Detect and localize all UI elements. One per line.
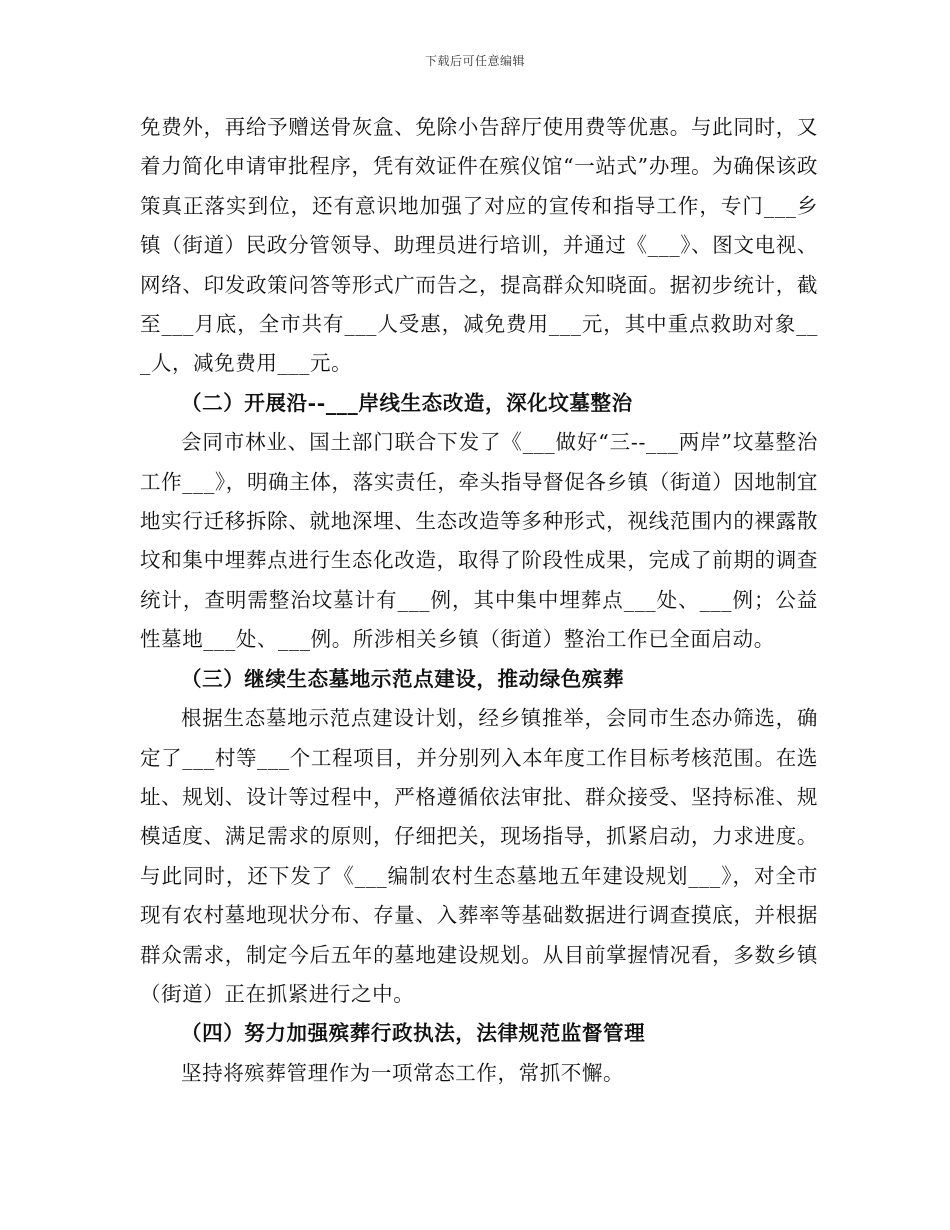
- paragraph-1: 免费外，再给予赠送骨灰盒、免除小告辞厅使用费等优惠。与此同时，又着力简化申请审批程序，凭有效证件在殡仪馆“一站式”办理。为确保该政策真正落实到位，还有意识地加强了对应的宣传和指导工作，专门___乡镇（街道）民政分管领导、助理员进行培训，并通过《___》、图文电视、网络、印发政策问答等形式广而告之，提高群众知晓面。据初步统计，截至___月底，全市共有___人受惠，减免费用___元，其中重点救助对象___人，减免费用___元。: [140, 115, 818, 376]
- paragraph-2: 会同市林业、国土部门联合下发了《___做好“三--___两岸”坟墓整治工作___》，明确主体，落实责任，牵头指导督促各乡镇（街道）因地制宜地实行迁移拆除、就地深埋、生态改造等多种形式，视线范围内的裸露散坟和集中埋葬点进行生态化改造，取得了阶段性成果，完成了前期的调查统计，查明需整治坟墓计有___例，其中集中埋葬点___处、___例；公益性墓地___处、___例。所涉相关乡镇（街道）整治工作已全面启动。: [140, 430, 818, 652]
- page-header: 下载后可任意编辑: [424, 54, 525, 68]
- document-body: [140, 108, 818, 1093]
- section-heading-3: （三）继续生态墓地示范点建设，推动绿色殡葬: [181, 666, 625, 691]
- paragraph-3: 根据生态墓地示范点建设计划，经乡镇推举，会同市生态办筛选，确定了___村等___个工程项目，并分别列入本年度工作目标考核范围。在选址、规划、设计等过程中，严格遵循依法审批、群众接受、坚持标准、规模适度、满足需求的原则，仔细把关，现场指导，抓紧启动，力求进度。与此同时，还下发了《___编制农村生态墓地五年建设规划___》，对全市现有农村墓地现状分布、存量、入葬率等基础数据进行调查摸底，并根据群众需求，制定今后五年的墓地建设规划。从目前掌握情况看，多数乡镇（街道）正在抓紧进行之中。: [140, 706, 818, 1006]
- section-heading-2: （二）开展沿--___岸线生态改造，深化坟墓整治: [181, 390, 633, 415]
- paragraph-4: 坚持将殡葬管理作为一项常态工作，常抓不懈。: [181, 1060, 625, 1085]
- section-heading-4: （四）努力加强殡葬行政执法，法律规范监督管理: [181, 1021, 646, 1046]
